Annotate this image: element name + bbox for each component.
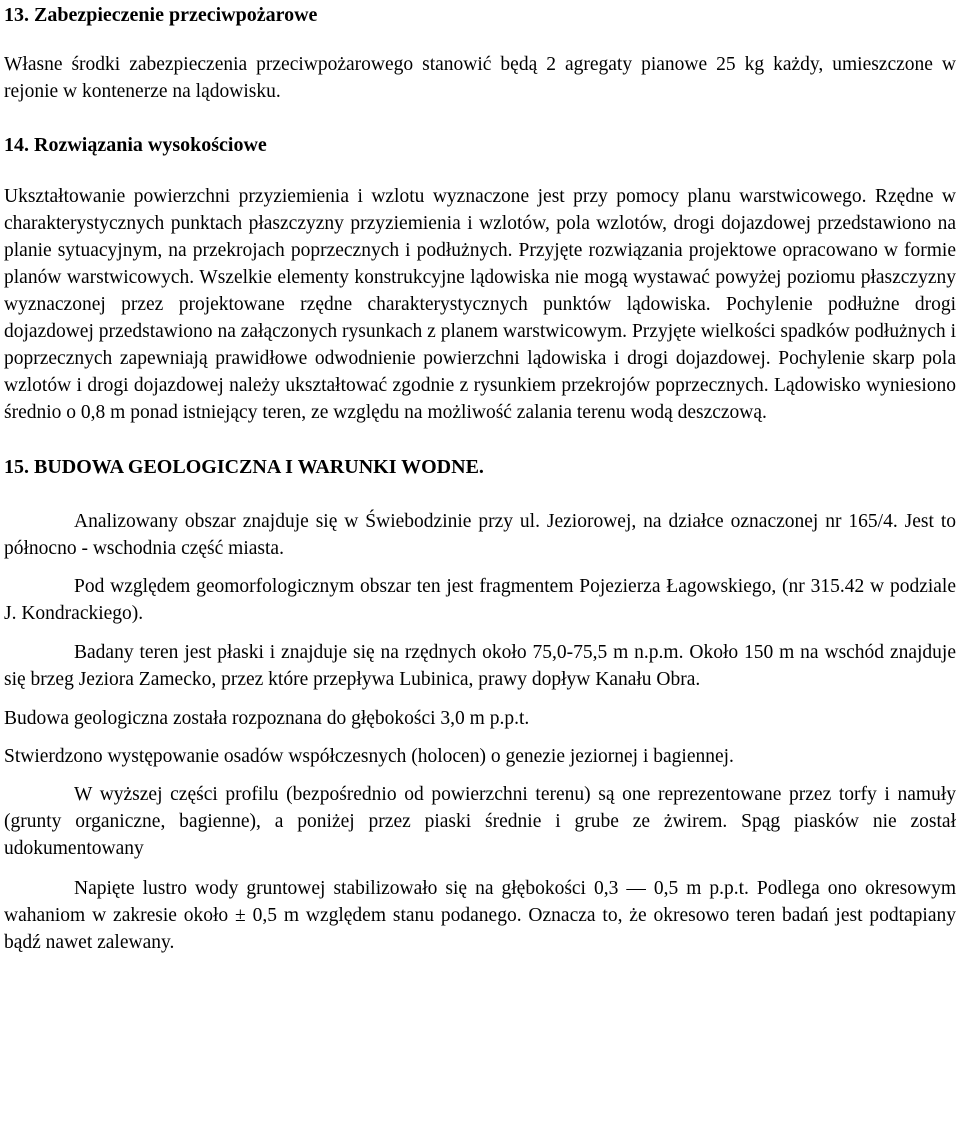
- section-13-heading: 13. Zabezpieczenie przeciwpożarowe: [4, 4, 318, 26]
- section-15-paragraph-2: Pod względem geomorfologicznym obszar ten jest fragmentem Pojezierza Łagowskiego, (nr 315.42 w podziale J. Kondrackiego).: [4, 576, 956, 624]
- section-15-paragraph-1: Analizowany obszar znajduje się w Świebodzinie przy ul. Jeziorowej, na działce oznaczonej nr 165/4. Jest to północno - wschodnia część miasta.: [4, 511, 956, 559]
- section-14-paragraph: Ukształtowanie powierzchni przyziemienia i wzlotu wyznaczone jest przy pomocy planu warstwicowego. Rzędne w charakterystycznych punktach płaszczyzny przyziemienia i wzlotów, pola wzlotów, drogi dojazdowej przedstawiono na planie sytuacyjnym, na przekrojach poprzecznych i podłużnych. Przyjęte rozwiązania projektowe opracowano w formie planów warstwicowych. Wszelkie elementy konstrukcyjne lądowiska nie mogą wystawać powyżej poziomu płaszczyzny wyznaczonej przez projektowane rzędne charakterystycznych punktów lądowiska. Pochylenie podłużne drogi dojazdowej przedstawiono na załączonych rysunkach z planem warstwicowym. Przyjęte wielkości spadków podłużnych i poprzecznych zapewniają prawidłowe odwodnienie powierzchni lądowiska i drogi dojazdowej. Pochylenie skarp pola wzlotów i drogi dojazdowej należy ukształtować zgodnie z rysunkiem przekrojów poprzecznych. Lądowisko wyniesiono średnio o 0,8 m ponad istniejący teren, ze względu na możliwość zalania terenu wodą deszczową.: [4, 186, 956, 423]
- section-15-heading: 15. BUDOWA GEOLOGICZNA I WARUNKI WODNE.: [4, 456, 484, 478]
- document-page: [0, 2, 960, 1122]
- section-15-paragraph-5: Stwierdzono występowanie osadów współczesnych (holocen) o genezie jeziornej i bagiennej.: [4, 746, 734, 767]
- section-15-paragraph-6: W wyższej części profilu (bezpośrednio od powierzchni terenu) są one reprezentowane przez torfy i namuły (grunty organiczne, bagienne), a poniżej przez piaski średnie i grube ze żwirem. Spąg piasków nie został udokumentowany: [4, 784, 956, 859]
- section-15-paragraph-7: Napięte lustro wody gruntowej stabilizowało się na głębokości 0,3 — 0,5 m p.p.t. Podlega ono okresowym wahaniom w zakresie około ± 0,5 m względem stanu podanego. Oznacza to, że okresowo teren badań jest podtapiany bądź nawet zalewany.: [4, 878, 956, 953]
- section-13-paragraph: Własne środki zabezpieczenia przeciwpożarowego stanowić będą 2 agregaty pianowe 25 kg każdy, umieszczone w rejonie w kontenerze na lądowisku.: [4, 54, 956, 102]
- section-15-paragraph-4: Budowa geologiczna została rozpoznana do głębokości 3,0 m p.p.t.: [4, 708, 530, 729]
- section-14-heading: 14. Rozwiązania wysokościowe: [4, 134, 267, 156]
- section-15-paragraph-3: Badany teren jest płaski i znajduje się na rzędnych około 75,0-75,5 m n.p.m. Około 150 m na wschód znajduje się brzeg Jeziora Zamecko, przez które przepływa Lubinica, prawy dopływ Kanału Obra.: [4, 642, 956, 690]
